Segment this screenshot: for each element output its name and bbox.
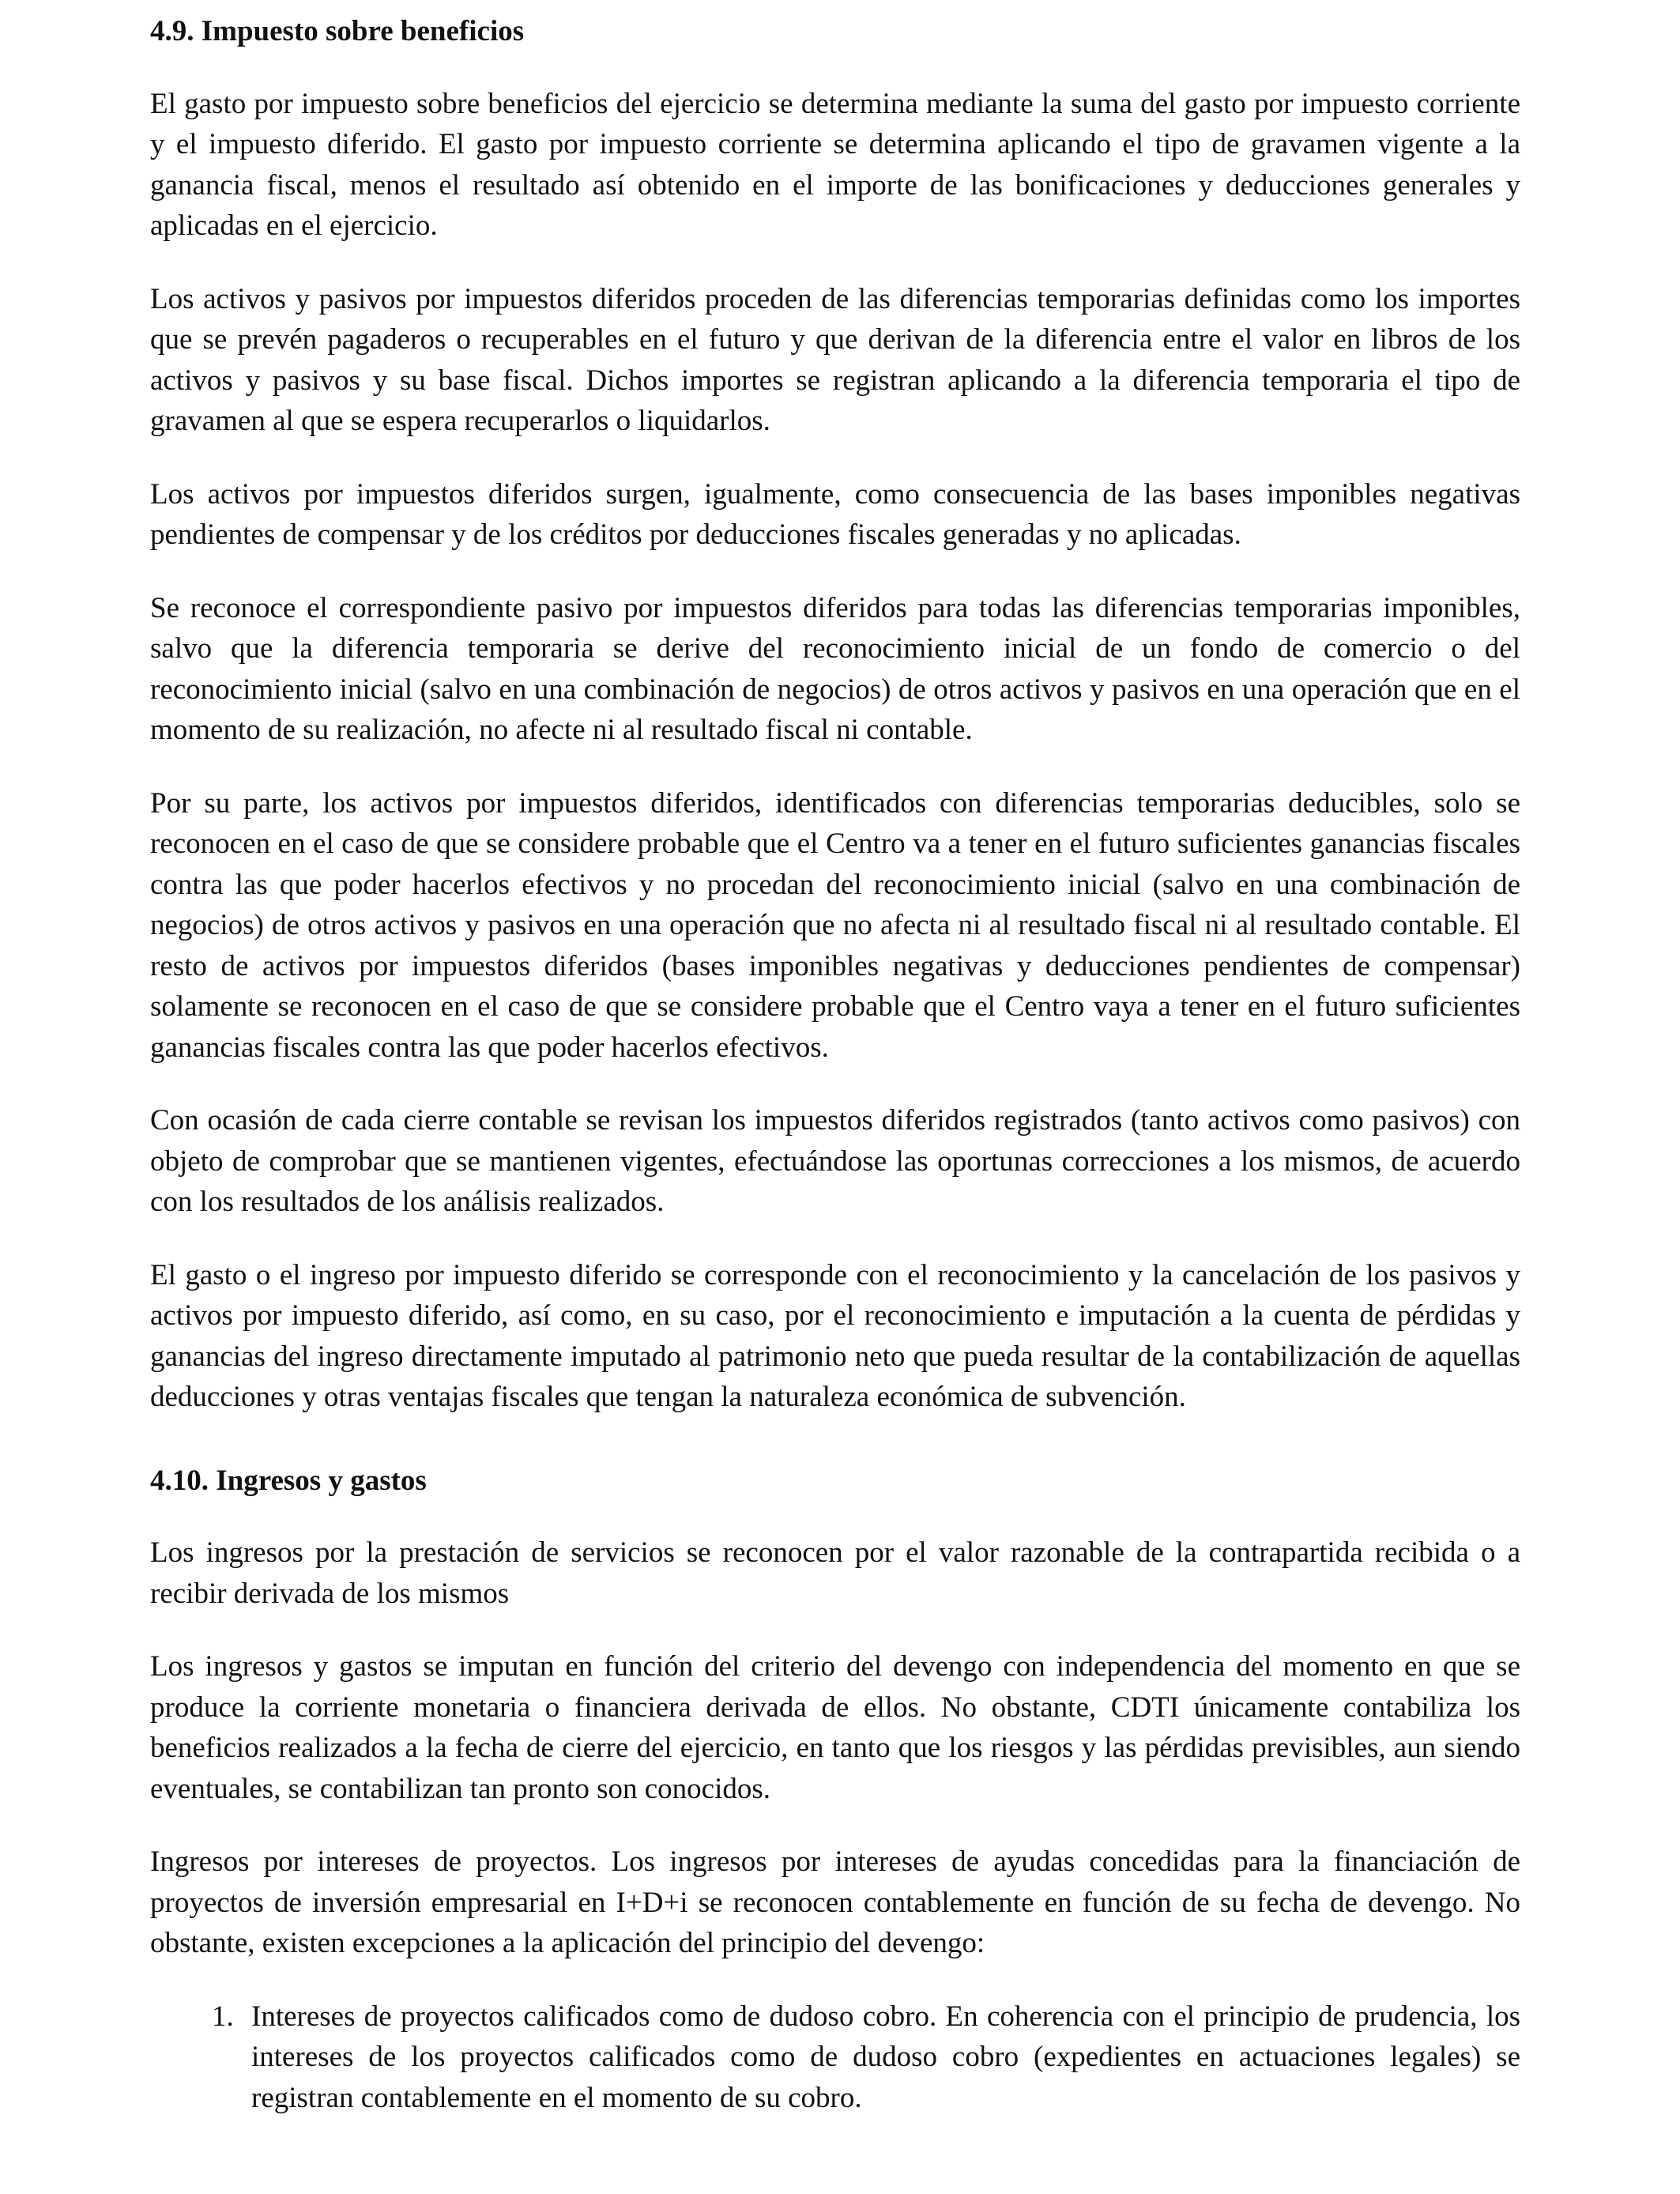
paragraph: Los ingresos por la prestación de servicios se reconocen por el valor razonable de la contrapartida recibida o a recibir derivada de los mismos [150, 1536, 1520, 1610]
list-item [150, 1996, 1520, 2119]
paragraph: Se reconoce el correspondiente pasivo por impuestos diferidos para todas las diferencias temporarias imponibles, salvo que la diferencia temporaria se derive del reconocimiento inicial de un fondo de comercio o del reconocimiento inicial (salvo en una combinación de negocios) de otros activos y pasivos en una operación que en el momento de su realización, no afecte ni al resultado fiscal ni contable. [150, 591, 1520, 746]
section-heading-ingresos: 4.10. Ingresos y gastos [150, 1464, 427, 1497]
paragraph: Con ocasión de cada cierre contable se revisan los impuestos diferidos registrados (tanto activos como pasivos) con objeto de comprobar que se mantienen vigentes, efectuándose las oportunas correcciones a los mismos, de acuerdo con los resultados de los análisis realizados. [150, 1104, 1520, 1218]
paragraph: Los ingresos y gastos se imputan en función del criterio del devengo con independencia del momento en que se produce la corriente monetaria o financiera derivada de ellos. No obstante, CDTI únicamente contabiliza los beneficios realizados a la fecha de cierre del ejercicio, en tanto que los riesgos y las pérdidas previsibles, aun siendo eventuales, se contabilizan tan pronto son conocidos. [150, 1650, 1520, 1805]
numbered-list [150, 1996, 1520, 2119]
document-page [150, 11, 1520, 2118]
paragraph: Los activos y pasivos por impuestos diferidos proceden de las diferencias temporarias definidas como los importes que se prevén pagaderos o recuperables en el futuro y que derivan de la diferencia entre el valor en libros de los activos y pasivos y su base fiscal. Dichos importes se registran aplicando a la diferencia temporaria el tipo de gravamen al que se espera recuperarlos o liquidarlos. [150, 282, 1520, 437]
section-heading-impuesto: 4.9. Impuesto sobre beneficios [150, 15, 525, 47]
list-item-text: Intereses de proyectos calificados como de dudoso cobro. En coherencia con el principio de prudencia, los intereses de los proyectos calificados como de dudoso cobro (expedientes en actuaciones legales) se registran contablemente en el momento de su cobro. [251, 2000, 1520, 2114]
paragraph: Por su parte, los activos por impuestos diferidos, identificados con diferencias temporarias deducibles, solo se reconocen en el caso de que se considere probable que el Centro va a tener en el futuro suficientes ganancias fiscales contra las que poder hacerlos efectivos y no procedan del reconocimiento inicial (salvo en una combinación de negocios) de otros activos y pasivos en una operación que no afecta ni al resultado fiscal ni al resultado contable. El resto de activos por impuestos diferidos (bases imponibles negativas y deducciones pendientes de compensar) solamente se reconocen en el caso de que se considere probable que el Centro vaya a tener en el futuro suficientes ganancias fiscales contra las que poder hacerlos efectivos. [150, 786, 1520, 1064]
paragraph: Ingresos por intereses de proyectos. Los ingresos por intereses de ayudas concedidas para la financiación de proyectos de inversión empresarial en I+D+i se reconocen contablemente en función de su fecha de devengo. No obstante, existen excepciones a la aplicación del principio del devengo: [150, 1845, 1520, 1959]
paragraph: El gasto o el ingreso por impuesto diferido se corresponde con el reconocimiento y la cancelación de los pasivos y activos por impuesto diferido, así como, en su caso, por el reconocimiento e imputación a la cuenta de pérdidas y ganancias del ingreso directamente imputado al patrimonio neto que pueda resultar de la contabilización de aquellas deducciones y otras ventajas fiscales que tengan la naturaleza económica de subvención. [150, 1258, 1520, 1413]
paragraph: Los activos por impuestos diferidos surgen, igualmente, como consecuencia de las bases imponibles negativas pendientes de compensar y de los créditos por deducciones fiscales generadas y no aplicadas. [150, 477, 1520, 551]
list-item-number: 1. [212, 2000, 234, 2033]
paragraph: El gasto por impuesto sobre beneficios del ejercicio se determina mediante la suma del gasto por impuesto corriente y el impuesto diferido. El gasto por impuesto corriente se determina aplicando el tipo de gravamen vigente a la ganancia fiscal, menos el resultado así obtenido en el importe de las bonificaciones y deducciones generales y aplicadas en el ejercicio. [150, 87, 1520, 242]
